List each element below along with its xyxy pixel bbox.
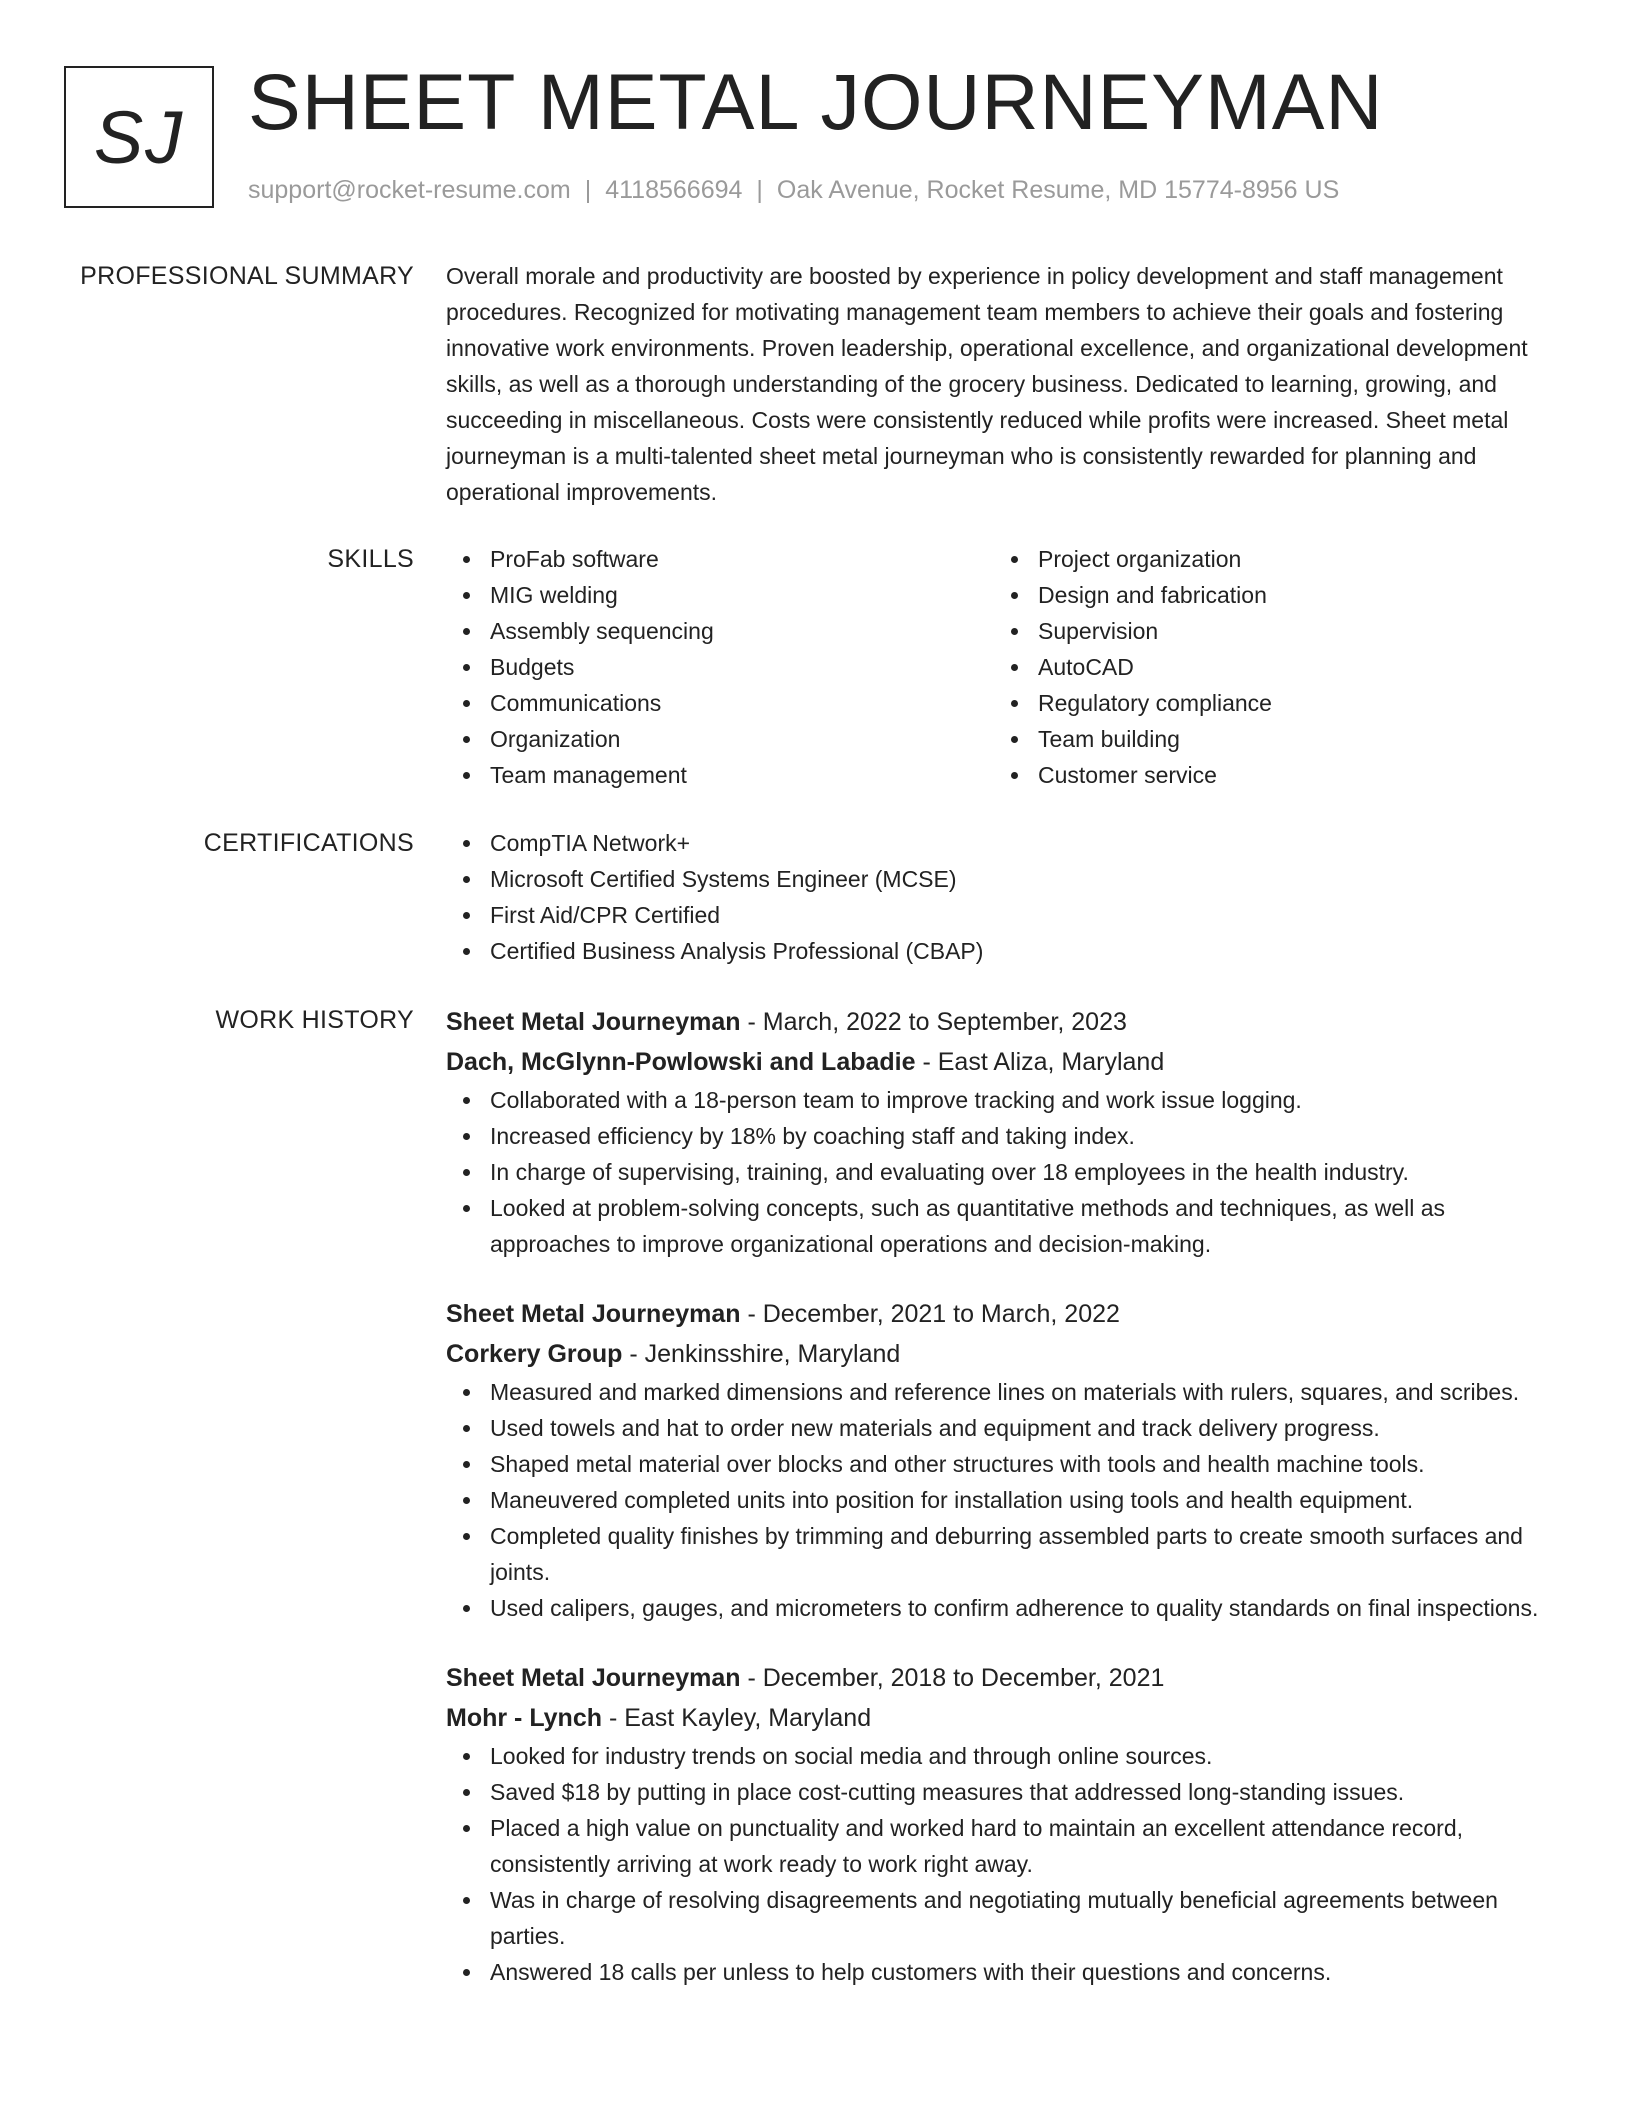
job-bullet-item: Collaborated with a 18-person team to improve tracking and work issue logging. xyxy=(446,1082,1566,1118)
job-dates: - December, 2018 to December, 2021 xyxy=(740,1664,1165,1692)
contact-email: support@rocket-resume.com xyxy=(248,176,571,204)
job-entry xyxy=(446,1002,1566,1262)
section-label-work-history: WORK HISTORY xyxy=(215,1006,414,1034)
job-entry xyxy=(446,1294,1566,1626)
certifications-list xyxy=(446,825,1566,969)
job-bullet-item: Looked for industry trends on social media and through online sources. xyxy=(446,1738,1566,1774)
job-bullet-item: Used calipers, gauges, and micrometers to confirm adherence to quality standards on final inspections. xyxy=(446,1590,1566,1626)
job-bullet-item: Answered 18 calls per unless to help customers with their questions and concerns. xyxy=(446,1954,1566,1990)
skill-item: AutoCAD xyxy=(994,649,1542,685)
certification-item: Microsoft Certified Systems Engineer (MCSE) xyxy=(446,861,1566,897)
skill-item: ProFab software xyxy=(446,541,994,577)
job-bullet-item: Measured and marked dimensions and reference lines on materials with rulers, squares, and scribes. xyxy=(446,1374,1566,1410)
section-label-skills: SKILLS xyxy=(327,545,414,573)
job-company-line xyxy=(446,1042,1566,1082)
monogram-initials: SJ xyxy=(93,95,185,179)
summary-section xyxy=(446,258,1566,510)
job-bullet-item: In charge of supervising, training, and evaluating over 18 employees in the health industry. xyxy=(446,1154,1566,1190)
job-title-line xyxy=(446,1294,1566,1334)
job-bullet-item: Saved $18 by putting in place cost-cutting measures that addressed long-standing issues. xyxy=(446,1774,1566,1810)
skill-item: Design and fabrication xyxy=(994,577,1542,613)
skill-item: Team management xyxy=(446,757,994,793)
contact-separator: | xyxy=(756,176,763,204)
job-title: Sheet Metal Journeyman xyxy=(446,1008,741,1036)
job-company-line xyxy=(446,1698,1566,1738)
job-dates: - March, 2022 to September, 2023 xyxy=(740,1008,1127,1036)
skills-section xyxy=(446,541,1566,793)
job-title: Sheet Metal Journeyman xyxy=(446,1664,741,1692)
job-location: - Jenkinsshire, Maryland xyxy=(622,1340,901,1368)
certifications-section xyxy=(446,825,1566,969)
skill-item: Supervision xyxy=(994,613,1542,649)
job-title-line xyxy=(446,1002,1566,1042)
section-label-certifications: CERTIFICATIONS xyxy=(203,829,414,857)
skill-item: Regulatory compliance xyxy=(994,685,1542,721)
job-bullet-item: Used towels and hat to order new materials and equipment and track delivery progress. xyxy=(446,1410,1566,1446)
certification-item: Certified Business Analysis Professional (CBAP) xyxy=(446,933,1566,969)
job-bullets xyxy=(446,1374,1566,1626)
job-location: - East Aliza, Maryland xyxy=(915,1048,1165,1076)
skill-item: Project organization xyxy=(994,541,1542,577)
summary-text: Overall morale and productivity are boosted by experience in policy development and staff management procedures. Recognized for motivating management team members to achieve their goals and fostering innovative work environments. Proven leadership, operational excellence, and organizational development skills, as well as a thorough understanding of the grocery business. Dedicated to learning, growing, and succeeding in miscellaneous. Costs were consistently reduced while profits were increased. Sheet metal journeyman is a multi-talented sheet metal journeyman who is consistently rewarded for planning and operational improvements. xyxy=(446,263,1528,505)
skills-list-left xyxy=(446,541,994,793)
skill-item: MIG welding xyxy=(446,577,994,613)
job-title: Sheet Metal Journeyman xyxy=(446,1300,741,1328)
monogram-box xyxy=(64,66,214,208)
job-dates: - December, 2021 to March, 2022 xyxy=(740,1300,1120,1328)
job-company: Corkery Group xyxy=(446,1340,623,1368)
skill-item: Budgets xyxy=(446,649,994,685)
job-title-line xyxy=(446,1658,1566,1698)
skill-item: Communications xyxy=(446,685,994,721)
job-bullet-item: Completed quality finishes by trimming and deburring assembled parts to create smooth surfaces and joints. xyxy=(446,1518,1566,1590)
skill-item: Customer service xyxy=(994,757,1542,793)
section-label-summary: PROFESSIONAL SUMMARY xyxy=(80,262,414,290)
job-bullet-item: Looked at problem-solving concepts, such as quantitative methods and techniques, as well as approaches to improve organizational operations and decision-making. xyxy=(446,1190,1566,1262)
contact-line xyxy=(248,174,1339,206)
skill-item: Organization xyxy=(446,721,994,757)
job-company: Dach, McGlynn-Powlowski and Labadie xyxy=(446,1048,916,1076)
certification-item: CompTIA Network+ xyxy=(446,825,1566,861)
skills-list-right xyxy=(994,541,1542,793)
skill-item: Assembly sequencing xyxy=(446,613,994,649)
job-bullet-item: Maneuvered completed units into position for installation using tools and health equipment. xyxy=(446,1482,1566,1518)
job-bullet-item: Shaped metal material over blocks and other structures with tools and health machine tools. xyxy=(446,1446,1566,1482)
job-bullet-item: Was in charge of resolving disagreements and negotiating mutually beneficial agreements between parties. xyxy=(446,1882,1566,1954)
certification-item: First Aid/CPR Certified xyxy=(446,897,1566,933)
skill-item: Team building xyxy=(994,721,1542,757)
job-entry xyxy=(446,1658,1566,1990)
work-history-section xyxy=(446,1002,1566,1990)
contact-separator: | xyxy=(584,176,592,204)
job-bullets xyxy=(446,1082,1566,1262)
job-bullet-item: Increased efficiency by 18% by coaching staff and taking index. xyxy=(446,1118,1566,1154)
job-company-line xyxy=(446,1334,1566,1374)
job-location: - East Kayley, Maryland xyxy=(602,1704,872,1732)
contact-phone: 4118566694 xyxy=(605,176,743,204)
job-company: Mohr - Lynch xyxy=(446,1704,603,1732)
job-bullets xyxy=(446,1738,1566,1990)
contact-address: Oak Avenue, Rocket Resume, MD 15774-8956 US xyxy=(776,176,1340,204)
resume-title: SHEET METAL JOURNEYMAN xyxy=(248,57,1384,146)
job-bullet-item: Placed a high value on punctuality and worked hard to maintain an excellent attendance record, consistently arriving at work ready to work right away. xyxy=(446,1810,1566,1882)
